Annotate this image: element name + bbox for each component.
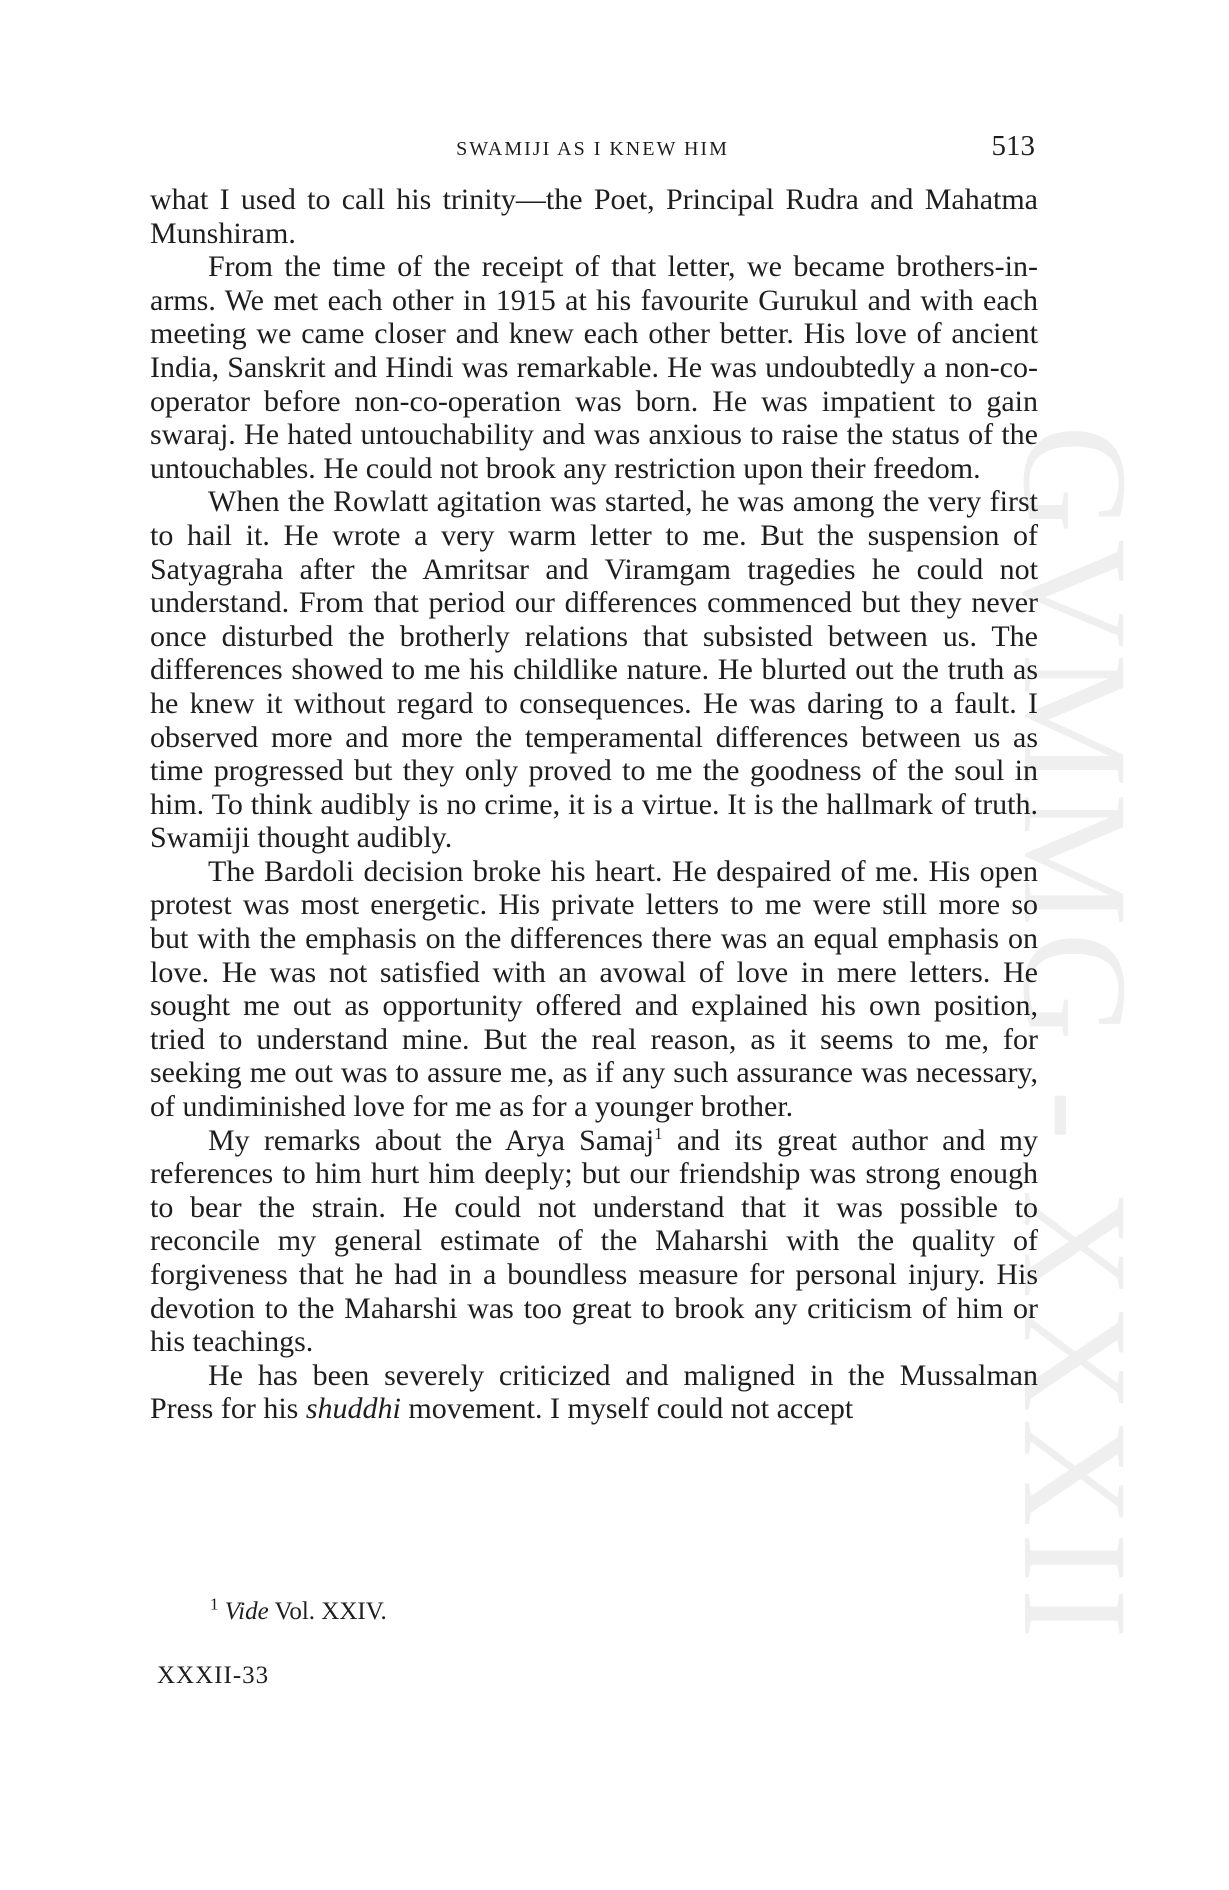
- body-text: [150, 183, 1038, 1426]
- page-number: 513: [991, 130, 1035, 162]
- running-title: SWAMIJI AS I KNEW HIM: [456, 138, 729, 160]
- paragraph-4: [150, 855, 1038, 1124]
- paragraph-3-text: When the Rowlatt agitation was started, he was among the very first to hail it. He wrote a very warm letter to me. But the suspension of Satyagraha after the Amritsar and Viramgam tragedies he could not understand. From that period our differences commenced but they never once disturbed the brotherly relations that subsisted between us. The differences showed to me his childlike nature. He blurted out the truth as he knew it without regard to consequences. He was daring to a fault. I observed more and more the temperamental differences between us as time progressed but they only proved to me the goodness of the soul in him. To think audibly is no crime, it is a virtue. It is the hallmark of truth. Swamiji thought audibly.: [150, 485, 1038, 855]
- paragraph-5: [150, 1124, 1038, 1359]
- paragraph-2-text: From the time of the receipt of that letter, we became brothers-in-arms. We met each other in 1915 at his favourite Gurukul and with each meeting we came closer and knew each other better. His love of ancient India, Sanskrit and Hindi was remarkable. He was undoubtedly a non-co-operator before non-co-operation was born. He was impatient to gain swaraj. He hated untouchability and was anxious to raise the status of the untouchables. He could not brook any restriction upon their freedom.: [150, 250, 1038, 485]
- footnote-reference-text: Vol. XXIV.: [268, 1598, 387, 1625]
- paragraph-2: [150, 250, 1038, 485]
- paragraph-6: [150, 1359, 1038, 1426]
- paragraph-1-text: what I used to call his trinity—the Poet, Principal Rudra and Mahatma Munshiram.: [150, 183, 1038, 250]
- paragraph-3: [150, 485, 1038, 855]
- watermark-text: GVMMG - XXXII: [992, 425, 1158, 1645]
- shuddhi-emphasis: shuddhi: [305, 1392, 401, 1426]
- paragraph-6-text-after: movement. I myself could not accept: [400, 1392, 854, 1426]
- paragraph-5-text-before: My remarks about the Arya Samaj: [208, 1123, 655, 1157]
- paragraph-1: [150, 183, 1038, 250]
- footnote-reference: 1: [654, 1123, 663, 1143]
- footnote: [210, 1594, 387, 1626]
- paragraph-6-text-before: He has been severely criticized and maligned in the Mussalman Press for his: [150, 1358, 1038, 1426]
- paragraph-4-text: The Bardoli decision broke his heart. He despaired of me. His open protest was most energetic. His private letters to me were still more so but with the emphasis on the differences there was an equal emphasis on love. He was not satisfied with an avowal of love in mere letters. He sought me out as opportunity offered and explained his own position, tried to understand mine. But the real reason, as it seems to me, for seeking me out was to assure me, as if any such assurance was necessary, of undiminished love for me as for a younger brother.: [150, 854, 1038, 1124]
- running-head: [150, 130, 1035, 170]
- footnote-vide: Vide: [224, 1598, 269, 1625]
- printer-signature: XXXII-33: [157, 1662, 270, 1689]
- paragraph-5-text-after: and its great author and my references to him hurt him deeply; but our friendship was strong enough to bear the strain. He could not understand that it was possible to reconcile my general estimate of the Maharshi with the quality of forgiveness that he had in a boundless measure for personal injury. His devotion to the Maharshi was too great to brook any criticism of him or his teachings.: [150, 1123, 1038, 1359]
- footnote-marker: 1: [210, 1594, 219, 1614]
